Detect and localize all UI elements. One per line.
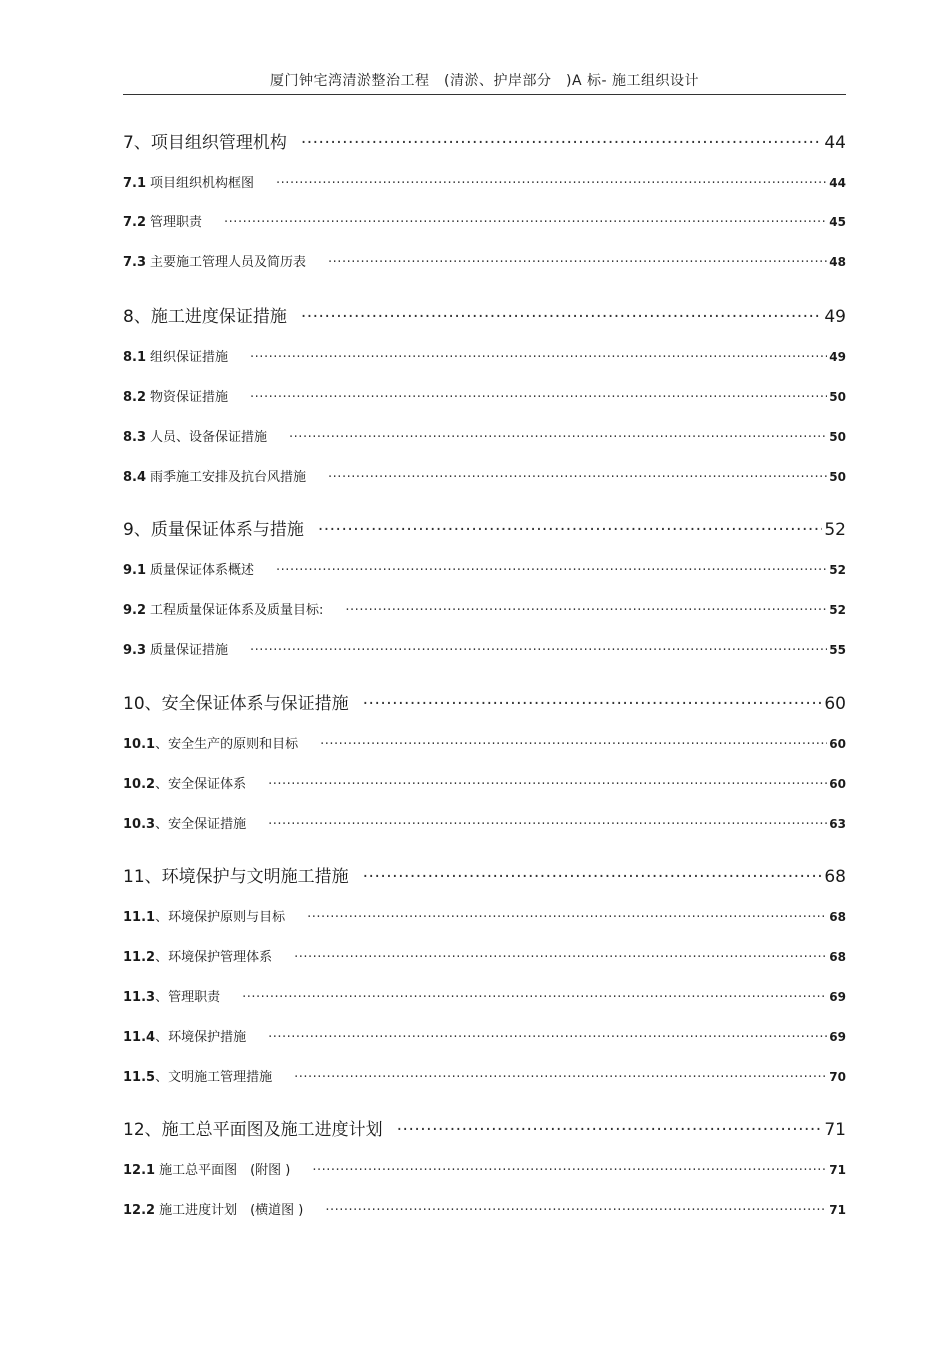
toc-page-number: 50 — [829, 430, 846, 444]
toc-dot-leader — [294, 950, 827, 965]
toc-entry-number: 10 — [123, 694, 145, 714]
toc-page-number: 52 — [829, 603, 846, 617]
toc-entry-title: 雨季施工安排及抗台风措施 — [150, 470, 307, 485]
toc-entry-title: 、安全生产的原则和目标 — [155, 737, 299, 752]
toc-entry-title: 、环境保护管理体系 — [155, 950, 273, 965]
toc-entry-title: 施工进度计划 (横道图 ) — [159, 1203, 304, 1218]
toc-page-number: 50 — [829, 390, 846, 404]
toc-page-number: 60 — [829, 737, 846, 751]
toc-section-entry[interactable] — [123, 986, 846, 1005]
toc-section-entry[interactable] — [123, 466, 846, 485]
toc-page-number: 44 — [829, 176, 846, 190]
toc-section-entry[interactable] — [123, 251, 846, 270]
toc-entry-number: 9.2 — [123, 603, 147, 618]
toc-section-entry[interactable] — [123, 1199, 846, 1218]
toc-chapter-entry[interactable] — [123, 1115, 846, 1140]
toc-section-entry[interactable] — [123, 172, 846, 191]
toc-dot-leader — [289, 430, 827, 445]
toc-page-number: 63 — [829, 817, 846, 831]
toc-page-number: 71 — [824, 1120, 846, 1140]
toc-chapter-entry[interactable] — [123, 862, 846, 887]
toc-dot-leader — [328, 470, 827, 485]
toc-chapter-entry[interactable] — [123, 689, 846, 714]
toc-dot-leader — [276, 176, 827, 191]
toc-entry-number: 12.1 — [123, 1163, 156, 1178]
toc-entry-number: 12 — [123, 1120, 145, 1140]
toc-page-number: 48 — [829, 255, 846, 269]
toc-entry-title: 工程质量保证体系及质量目标: — [150, 603, 324, 618]
toc-entry-number: 11.4 — [123, 1030, 156, 1045]
toc-section-entry[interactable] — [123, 773, 846, 792]
toc-dot-leader — [250, 350, 827, 365]
toc-section-entry[interactable] — [123, 211, 846, 230]
toc-entry-title: 、文明施工管理措施 — [155, 1070, 273, 1085]
toc-page-number: 49 — [829, 350, 846, 364]
toc-dot-leader — [307, 910, 827, 925]
page-header: 厦门钟宅湾清淤整治工程 (清淤、护岸部分 )A 标- 施工组织设计 — [270, 73, 699, 89]
toc-entry-title: 物资保证措施 — [150, 390, 229, 405]
toc-entry-number: 8.2 — [123, 390, 147, 405]
toc-entry-number: 9.3 — [123, 643, 147, 658]
toc-page-number: 71 — [829, 1203, 846, 1217]
toc-page-number: 52 — [829, 563, 846, 577]
toc-dot-leader — [224, 215, 827, 230]
toc-section-entry[interactable] — [123, 426, 846, 445]
toc-chapter-entry[interactable] — [123, 302, 846, 327]
toc-entry-title: 、施工总平面图及施工进度计划 — [144, 1120, 383, 1140]
toc-dot-leader — [397, 1120, 823, 1140]
toc-page-number: 69 — [829, 990, 846, 1004]
toc-page-number: 60 — [824, 694, 846, 714]
toc-page-number: 69 — [829, 1030, 846, 1044]
toc-entry-number: 9.1 — [123, 563, 147, 578]
toc-dot-leader — [318, 520, 823, 540]
toc-dot-leader — [328, 255, 827, 270]
toc-section-entry[interactable] — [123, 813, 846, 832]
toc-entry-title: 、安全保证体系 — [155, 777, 247, 792]
toc-dot-leader — [268, 1030, 827, 1045]
toc-section-entry[interactable] — [123, 946, 846, 965]
toc-section-entry[interactable] — [123, 386, 846, 405]
toc-dot-leader — [363, 694, 823, 714]
toc-entry-number: 11.1 — [123, 910, 156, 925]
toc-page-number: 55 — [829, 643, 846, 657]
toc-entry-title: 人员、设备保证措施 — [150, 430, 268, 445]
toc-chapter-entry[interactable] — [123, 515, 846, 540]
toc-entry-number: 8.3 — [123, 430, 147, 445]
toc-entry-number: 8.1 — [123, 350, 147, 365]
toc-page-number: 68 — [829, 910, 846, 924]
toc-entry-title: 、管理职责 — [155, 990, 221, 1005]
toc-page-number: 68 — [824, 867, 846, 887]
toc-section-entry[interactable] — [123, 1026, 846, 1045]
toc-entry-number: 8 — [123, 307, 134, 327]
toc-entry-title: 、环境保护与文明施工措施 — [144, 867, 349, 887]
toc-section-entry[interactable] — [123, 733, 846, 752]
toc-section-entry[interactable] — [123, 346, 846, 365]
toc-dot-leader — [250, 390, 827, 405]
toc-entry-number: 9 — [123, 520, 134, 540]
toc-entry-title: 、环境保护措施 — [155, 1030, 247, 1045]
toc-page-number: 45 — [829, 215, 846, 229]
toc-entry-title: 、安全保证体系与保证措施 — [144, 694, 349, 714]
toc-dot-leader — [268, 777, 827, 792]
toc-page-number: 71 — [829, 1163, 846, 1177]
toc-section-entry[interactable] — [123, 639, 846, 658]
toc-dot-leader — [250, 643, 827, 658]
toc-page-number: 49 — [824, 307, 846, 327]
toc-page-number: 68 — [829, 950, 846, 964]
toc-entry-title: 、施工进度保证措施 — [133, 307, 287, 327]
toc-chapter-entry[interactable] — [123, 128, 846, 153]
toc-entry-title: 、安全保证措施 — [155, 817, 247, 832]
toc-dot-leader — [320, 737, 827, 752]
toc-page-number: 52 — [824, 520, 846, 540]
toc-entry-title: 、环境保护原则与目标 — [155, 910, 286, 925]
toc-entry-title: 、质量保证体系与措施 — [133, 520, 304, 540]
toc-entry-title: 质量保证措施 — [150, 643, 229, 658]
toc-entry-number: 7.3 — [123, 255, 147, 270]
toc-section-entry[interactable] — [123, 599, 846, 618]
toc-entry-number: 7 — [123, 133, 134, 153]
toc-page-number: 70 — [829, 1070, 846, 1084]
toc-entry-title: 施工总平面图 (附图 ) — [159, 1163, 291, 1178]
toc-entry-number: 12.2 — [123, 1203, 156, 1218]
header-divider — [123, 94, 846, 95]
toc-entry-number: 11.2 — [123, 950, 156, 965]
toc-entry-number: 11 — [123, 867, 145, 887]
toc-entry-title: 项目组织机构框图 — [150, 176, 255, 191]
toc-entry-title: 、项目组织管理机构 — [133, 133, 287, 153]
toc-dot-leader — [312, 1163, 827, 1178]
toc-dot-leader — [276, 563, 827, 578]
toc-section-entry[interactable] — [123, 906, 846, 925]
toc-entry-title: 质量保证体系概述 — [150, 563, 255, 578]
toc-dot-leader — [345, 603, 827, 618]
toc-page-number: 50 — [829, 470, 846, 484]
toc-dot-leader — [301, 307, 823, 327]
toc-dot-leader — [301, 133, 823, 153]
toc-entry-number: 11.3 — [123, 990, 156, 1005]
toc-entry-number: 10.3 — [123, 817, 156, 832]
toc-dot-leader — [294, 1070, 827, 1085]
toc-entry-number: 10.2 — [123, 777, 156, 792]
toc-entry-number: 11.5 — [123, 1070, 156, 1085]
toc-dot-leader — [363, 867, 823, 887]
toc-dot-leader — [325, 1203, 827, 1218]
toc-page-number: 60 — [829, 777, 846, 791]
toc-entry-title: 管理职责 — [150, 215, 203, 230]
toc-dot-leader — [268, 817, 827, 832]
toc-entry-title: 主要施工管理人员及简历表 — [150, 255, 307, 270]
toc-section-entry[interactable] — [123, 1159, 846, 1178]
toc-entry-number: 7.1 — [123, 176, 147, 191]
toc-dot-leader — [242, 990, 827, 1005]
toc-entry-number: 10.1 — [123, 737, 156, 752]
toc-section-entry[interactable] — [123, 1066, 846, 1085]
toc-entry-title: 组织保证措施 — [150, 350, 229, 365]
toc-section-entry[interactable] — [123, 559, 846, 578]
toc-entry-number: 7.2 — [123, 215, 147, 230]
toc-page-number: 44 — [824, 133, 846, 153]
toc-entry-number: 8.4 — [123, 470, 147, 485]
